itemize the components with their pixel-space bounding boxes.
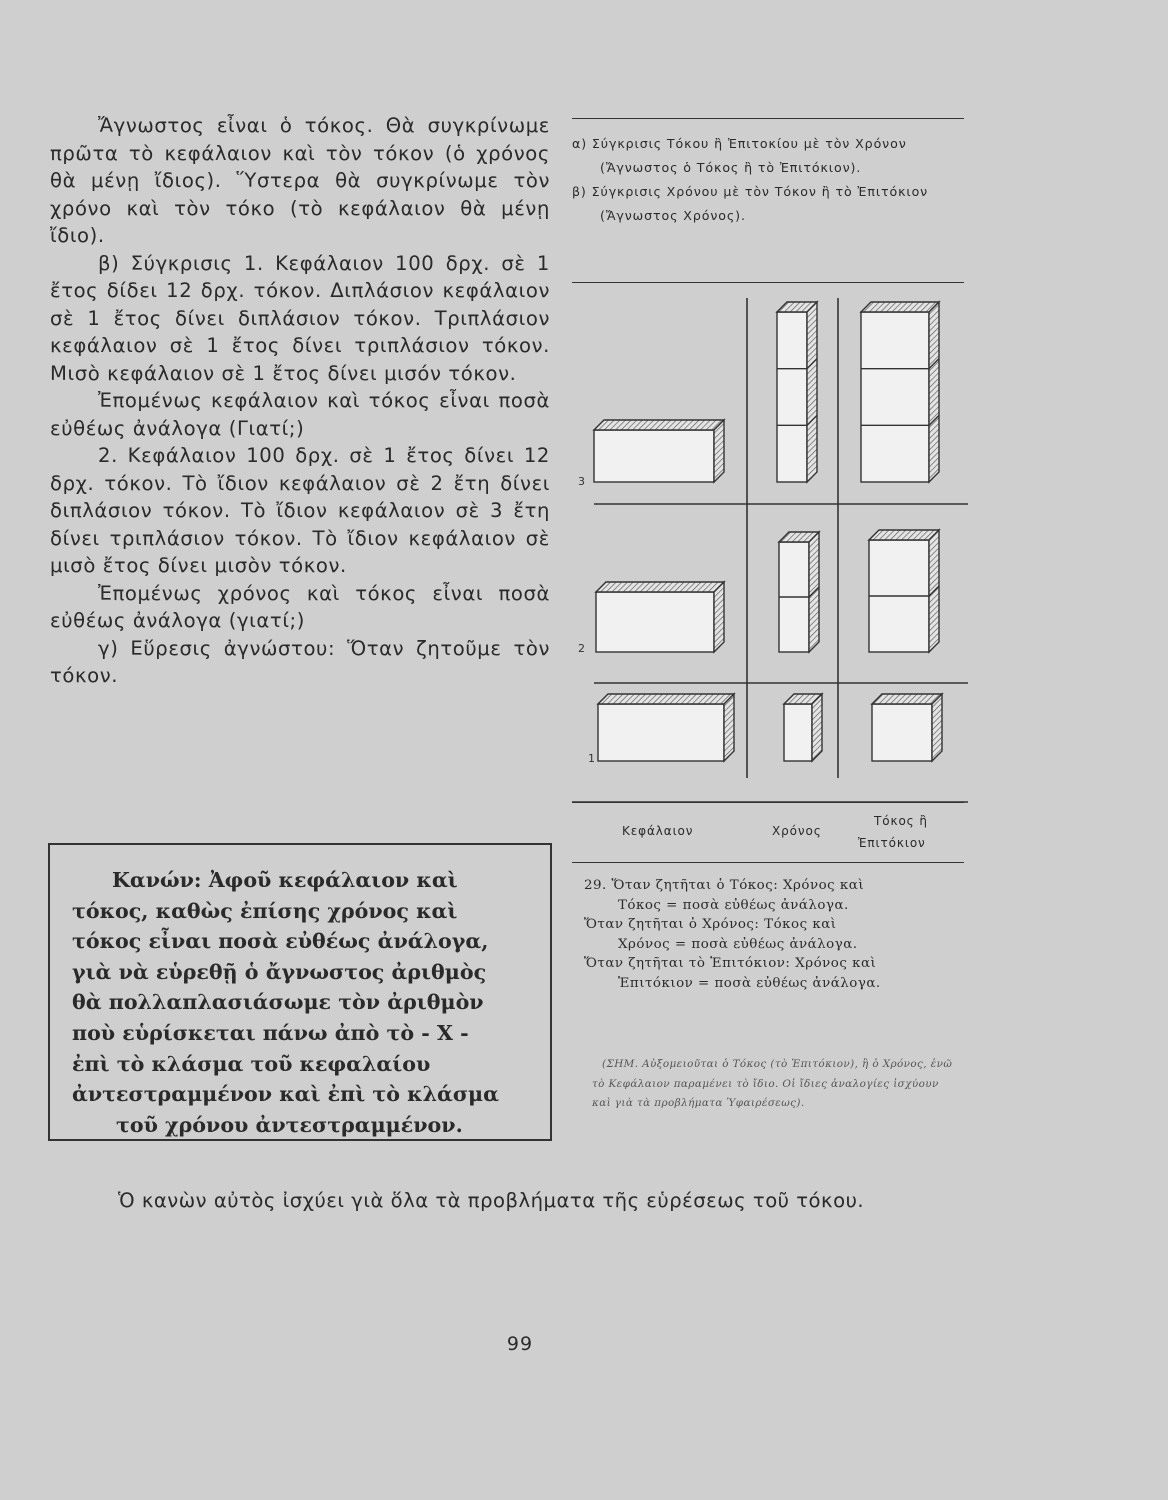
note-line: Ἐπιτόκιον = ποσὰ εὐθέως ἀνάλογα.: [618, 975, 881, 991]
interest-box: [872, 694, 942, 761]
paragraph: 2. Κεφάλαιον 100 δρχ. σὲ 1 ἔτος δίνει 12 δρχ. τόκον. Τὸ ἴδιον κεφάλαιον σὲ 2 ἔτη δίνει διπλάσιον τόκον. Τὸ ἴδιον κεφάλαιον σὲ 3 ἔτη δίνει τριπλάσιον τόκον. Τὸ ἴδιον κεφάλαιον σὲ μισὸ ἔτος δίνει μισὸν τόκον.: [50, 444, 550, 577]
rule-line: τοῦ χρόνου ἀντεστραμμένον.: [116, 1112, 463, 1137]
column-label: Χρόνος: [772, 824, 822, 838]
divider: [572, 282, 964, 283]
note-line: Τόκος = ποσὰ εὐθέως ἀνάλογα.: [618, 897, 849, 913]
capital-box: [594, 420, 724, 482]
notes: [584, 876, 954, 994]
closing-paragraph: [50, 1185, 970, 1217]
time-box: [777, 302, 817, 482]
paragraph: Ὁ κανὼν αὐτὸς ἰσχύει γιὰ ὅλα τὰ προβλήματα τῆς εὑρέσεως τοῦ τόκου.: [118, 1189, 865, 1212]
row-label: 1: [588, 752, 595, 765]
row-label: 2: [578, 642, 585, 655]
column-label: Ἐπιτόκιον: [858, 836, 926, 850]
interest-box: [869, 530, 939, 652]
rule-line: τόκος, καθὼς ἐπίσης χρόνος καὶ: [72, 898, 458, 923]
rule-line: τόκος εἶναι ποσὰ εὐθέως ἀνάλογα,: [72, 929, 489, 954]
remark-note: (ΣΗΜ. Αὐξομειοῦται ὁ Τόκος (τὸ Ἐπιτόκιον), ἢ ὁ Χρόνος, ἐνῶ τὸ Κεφάλαιον παραμένει τὸ ἴδιο. Οἱ ἴδιες ἀναλογίες ἰσχύουν καὶ γιὰ τὰ προβλήματα Ὑφαιρέσεως).: [592, 1058, 953, 1109]
column-label: Τόκος ἢ: [874, 814, 928, 828]
column-labels: [572, 812, 968, 852]
row-label: 3: [578, 475, 585, 488]
note-line: 29. Ὅταν ζητῆται ὁ Τόκος: Χρόνος καὶ: [584, 878, 865, 893]
main-text-column: [50, 112, 550, 690]
capital-box: [596, 582, 724, 652]
note-line: Χρόνος = ποσὰ εὐθέως ἀνάλογα.: [618, 936, 858, 952]
rule-line: ἐπὶ τὸ κλάσμα τοῦ κεφαλαίου: [72, 1051, 431, 1076]
paragraph: Ἐπομένως χρόνος καὶ τόκος εἶναι ποσὰ εὐθέως ἀνάλογα (γιατί;): [50, 581, 550, 632]
rule-line: Κανών: Ἀφοῦ κεφάλαιον καὶ: [112, 868, 458, 892]
interest-box: [861, 302, 939, 482]
paragraph: Ἐπομένως κεφάλαιον καὶ τόκος εἶναι ποσὰ εὐθέως ἀνάλογα (Γιατί;): [50, 389, 550, 440]
paragraph: Ἄγνωστος εἶναι ὁ τόκος. Θὰ συγκρίνωμε πρῶτα τὸ κεφάλαιον καὶ τὸν τόκον (ὁ χρόνος θὰ μένῃ ἴδιος). Ὕστερα θὰ συγκρίνωμε τὸν χρόνο καὶ τὸν τόκο (τὸ κεφάλαιον θὰ μένῃ ἴδιο).: [50, 114, 550, 247]
page-number: 99: [506, 1333, 534, 1355]
paragraph: β) Σύγκρισις 1. Κεφάλαιον 100 δρχ. σὲ 1 ἔτος δίδει 12 δρχ. τόκον. Διπλάσιον κεφάλαιον σὲ 1 ἔτος δίνει διπλάσιον τόκον. Τριπλάσιον κεφάλαιον σὲ 1 ἔτος δίνει τριπλάσιον τόκον. Μισὸ κεφάλαιον σὲ 1 ἔτος δίνει μισόν τόκον.: [50, 251, 550, 385]
note-line: Ὅταν ζητῆται ὁ Χρόνος: Τόκος καὶ: [584, 917, 837, 933]
rule-line: θὰ πολλαπλασιάσωμε τὸν ἀριθμὸν: [72, 990, 484, 1015]
figure-captions: [572, 132, 964, 228]
rule-box: [48, 843, 552, 1141]
time-box: [779, 532, 819, 652]
proportion-figure: [572, 292, 968, 812]
capital-box: [598, 694, 734, 761]
caption-b: β) Σύγκρισις Χρόνου μὲ τὸν Τόκον ἢ τὸ Ἐπιτόκιον (Ἄγνωστος Χρόνος).: [572, 184, 929, 223]
divider: [572, 802, 964, 803]
divider: [572, 118, 964, 119]
caption-a: α) Σύγκρισις Τόκου ἢ Ἐπιτοκίου μὲ τὸν Χρόνον (Ἄγνωστος ὁ Τόκος ἢ τὸ Ἐπιτόκιον).: [572, 136, 907, 175]
column-label: Κεφάλαιον: [622, 824, 694, 838]
rule-line: ποὺ εὑρίσκεται πάνω ἀπὸ τὸ - Χ -: [72, 1020, 469, 1045]
paragraph: γ) Εὕρεσις ἀγνώστου: Ὅταν ζητοῦμε τὸν τόκον.: [50, 636, 550, 687]
note-line: Ὅταν ζητῆται τὸ Ἐπιτόκιον: Χρόνος καὶ: [584, 956, 877, 972]
rule-line: γιὰ νὰ εὑρεθῇ ὁ ἄγνωστος ἀριθμὸς: [72, 959, 487, 984]
time-box: [784, 694, 822, 761]
divider: [572, 862, 964, 863]
rule-line: ἀντεστραμμένον καὶ ἐπὶ τὸ κλάσμα: [72, 1082, 499, 1107]
